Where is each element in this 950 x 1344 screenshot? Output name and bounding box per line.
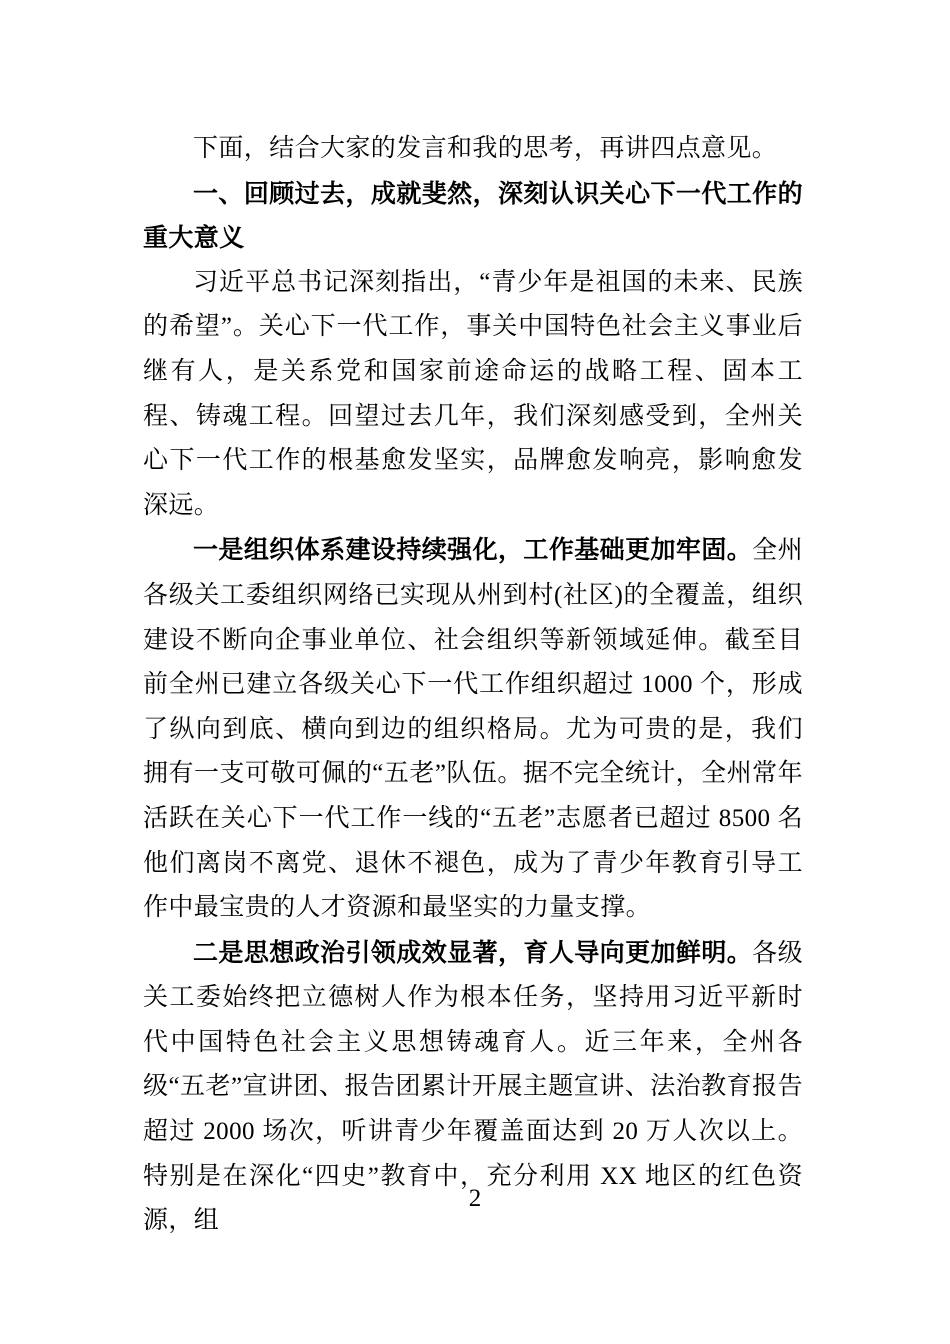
bold-run: 一、回顾过去，成就斐然，深刻认识关心下一代工作的重大意义 [143,179,803,253]
text-run: 下面，结合大家的发言和我的思考，再讲四点意见。 [193,135,778,162]
section-heading [143,172,803,261]
text-run: 全州各级关工委组织网络已实现从州到村(社区)的全覆盖，组织建设不断向企事业单位、社会组织等新领域延伸。截至目前全州已建立各级关心下一代工作组织超过 1000 个，形成了纵向到底、横向到边的组织格局。尤为可贵的是，我们拥有一支可敬可佩的“五老”队伍。据不完全统计，全州常年活跃在关心下一代工作一线的“五老”志愿者已超过 8500 名他们离岗不离党、退休不褪色，成为了青少年教育引导工作中最宝贵的人才资源和最坚实的力量支撑。 [143,537,803,922]
body-paragraph [143,127,803,172]
bold-run: 二是思想政治引领成效显著，育人导向更加鲜明。 [193,938,753,967]
body-paragraph [143,261,803,529]
bold-run: 一是组织体系建设持续强化，工作基础更加牢固。 [193,536,753,565]
document-body [143,127,803,1244]
text-run: 习近平总书记深刻指出，“青少年是祖国的未来、民族的希望”。关心下一代工作，事关中国特色社会主义事业后继有人，是关系党和国家前途命运的战略工程、固本工程、铸魂工程。回望过去几年，我们深刻感受到，全州关心下一代工作的根基愈发坚实，品牌愈发响亮，影响愈发深远。 [143,268,803,519]
body-paragraph [143,528,803,930]
text-run: 各级关工委始终把立德树人作为根本任务，坚持用习近平新时代中国特色社会主义思想铸魂育人。近三年来，全州各级“五老”宣讲团、报告团累计开展主题宣讲、法治教育报告超过 2000 场次，听讲青少年覆盖面达到 20 万人次以上。特别是在深化“四史”教育中，充分利用 XX 地区的红色资源，组 [143,939,803,1235]
page-number: 2 [468,1185,482,1212]
